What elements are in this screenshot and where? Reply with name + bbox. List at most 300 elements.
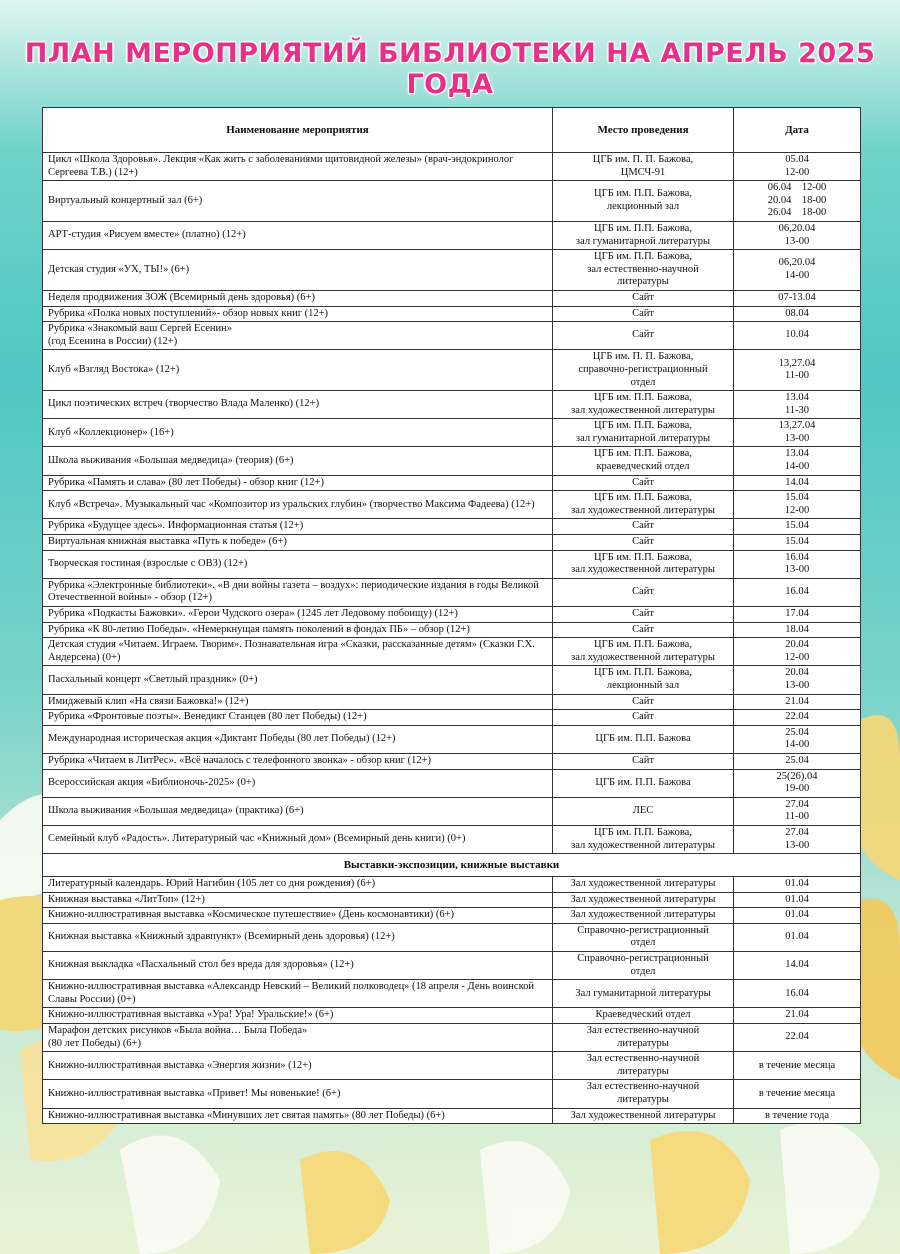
event-name-line: Рубрика «Электронные библиотеки». «В дни войны газета – воздух»: периодические издания в годы Великой Отечественной войны» - обзор (12+): [48, 579, 539, 604]
event-date: [734, 447, 861, 475]
event-date-line: 06,20.04: [778, 222, 816, 234]
event-name-line: Детская студия «Читаем. Играем. Творим». Познавательная игра «Сказки, рассказанные детям» (Сказки Г.Х. Андерсена) (0+): [48, 639, 535, 663]
event-date-line: 26.04 18-00: [767, 207, 827, 219]
event-name: [43, 1024, 553, 1052]
event-date-line: 13,27.04: [778, 357, 816, 369]
event-date: [734, 877, 861, 893]
event-place-line: лекционный зал: [606, 201, 680, 213]
event-name: [43, 923, 553, 951]
event-place-line: зал гуманитарной литературы: [575, 235, 711, 247]
event-place-line: Сайт: [632, 695, 654, 707]
event-date: [734, 153, 861, 181]
event-place-line: Зал естественно-научной: [586, 1025, 700, 1037]
event-place: [553, 519, 734, 535]
event-name: [43, 753, 553, 769]
event-place-line: зал художественной литературы: [571, 404, 715, 416]
event-name-line: Цикл «Школа Здоровья». Лекция «Как жить с заболеваниями щитовидной железы» (врач-эндокринолог Сергеева Т.В.) (12+): [48, 154, 514, 178]
event-place-line: зал гуманитарной литературы: [575, 432, 711, 444]
event-name-line: Школа выживания «Большая медведица» (теория) (6+): [48, 454, 294, 466]
event-name-line: Рубрика «Фронтовые поэты». Венедикт Станцев (80 лет Победы) (12+): [48, 711, 367, 723]
event-date-line: 07-13.04: [778, 291, 816, 303]
event-place-line: ЦГБ им. П. П. Бажова,: [592, 351, 694, 363]
event-name: [43, 290, 553, 306]
event-name-line: Рубрика «Знакомый ваш Сергей Есенин»: [48, 323, 233, 335]
event-date-line: 13-00: [784, 679, 810, 691]
event-place: [553, 306, 734, 322]
event-name-line: Книжная выставка «ЛитТоп» (12+): [48, 893, 205, 905]
table-row: [43, 1024, 861, 1052]
event-place: [553, 350, 734, 391]
event-date-line: 16.04: [785, 987, 809, 999]
event-place-line: Зал художественной литературы: [570, 878, 716, 890]
event-place-line: Сайт: [632, 520, 654, 532]
event-date-line: 16.04: [785, 551, 809, 563]
event-name-line: Марафон детских рисунков «Была война… Была Победа»: [48, 1025, 308, 1037]
table-row: [43, 892, 861, 908]
event-name-line: Книжно-иллюстративная выставка «Минувших лет святая память» (80 лет Победы) (6+): [48, 1109, 445, 1121]
table-row: [43, 769, 861, 797]
event-name: [43, 1108, 553, 1124]
event-place-line: ЦГБ им. П.П. Бажова,: [594, 392, 692, 404]
event-place: [553, 877, 734, 893]
event-date-line: 12-00: [784, 166, 810, 178]
event-name: [43, 391, 553, 419]
event-date: [734, 710, 861, 726]
event-date: [734, 519, 861, 535]
table-row: [43, 638, 861, 666]
event-date-line: 25(26).04: [776, 770, 818, 782]
event-date: [734, 607, 861, 623]
event-date-line: 20.04 18-00: [767, 194, 827, 206]
event-place: [553, 908, 734, 924]
event-name: [43, 419, 553, 447]
event-date: [734, 221, 861, 249]
event-name: [43, 1008, 553, 1024]
event-date-line: 15.04: [785, 520, 809, 532]
table-row: [43, 221, 861, 249]
table-row: [43, 725, 861, 753]
table-row: [43, 1052, 861, 1080]
event-date-line: 21.04: [785, 1009, 809, 1021]
events-table: [42, 107, 861, 1124]
event-name-line: Клуб «Взгляд Востока» (12+): [48, 363, 180, 375]
event-name: [43, 622, 553, 638]
event-name-line: Семейный клуб «Радость». Литературный час «Книжный дом» (Всемирный день книги) (0+): [48, 833, 466, 845]
event-name-line: Рубрика «Память и слава» (80 лет Победы) - обзор книг (12+): [48, 476, 324, 488]
event-date-line: 13,27.04: [778, 420, 816, 432]
event-place-line: ЦГБ им. П.П. Бажова,: [594, 188, 692, 200]
event-date: [734, 322, 861, 350]
event-name-line: Рубрика «Подкасты Бажовки». «Герои Чудского озера» (1245 лет Ледовому побоищу) (12+): [48, 608, 458, 619]
event-name-line: Книжно-иллюстративная выставка «Энергия жизни» (12+): [48, 1059, 312, 1071]
event-date-line: 12-00: [784, 651, 810, 663]
events-body: [43, 153, 861, 1124]
event-name: [43, 1052, 553, 1080]
event-place-line: краеведческий отдел: [596, 461, 690, 473]
event-date-line: 01.04: [785, 878, 809, 890]
event-date-line: 13.04: [785, 448, 809, 460]
event-date: [734, 306, 861, 322]
table-row: [43, 322, 861, 350]
event-name-line: Книжная выкладка «Пасхальный стол без вреда для здоровья» (12+): [48, 959, 354, 971]
event-date-line: 13-00: [784, 564, 810, 576]
table-row: [43, 550, 861, 578]
event-place: [553, 1052, 734, 1080]
table-row: [43, 181, 861, 222]
event-place: [553, 1008, 734, 1024]
table-row: [43, 825, 861, 853]
table-row: [43, 1108, 861, 1124]
event-place: [553, 725, 734, 753]
event-name: [43, 908, 553, 924]
event-place: [553, 290, 734, 306]
event-place-line: Зал гуманитарной литературы: [575, 987, 711, 999]
event-name: [43, 221, 553, 249]
event-place-line: ЦМСЧ-91: [620, 166, 666, 178]
event-place: [553, 710, 734, 726]
event-date: [734, 892, 861, 908]
event-name-line: Детская студия «УХ, ТЫ!» (6+): [48, 263, 190, 275]
table-row: [43, 607, 861, 623]
event-date: [734, 666, 861, 694]
section-title: Выставки-экспозиции, книжные выставки: [43, 854, 861, 877]
event-date: [734, 181, 861, 222]
event-name: [43, 980, 553, 1008]
event-place: [553, 447, 734, 475]
event-name-line: Клуб «Встреча». Музыкальный час «Композитор из уральских глубин» (творчество Максима Фадеева) (12+): [48, 498, 535, 510]
event-name: [43, 491, 553, 519]
event-date: [734, 694, 861, 710]
event-date-line: 01.04: [785, 893, 809, 905]
event-place-line: лекционный зал: [606, 679, 680, 691]
header-date: Дата: [734, 108, 861, 153]
table-row: [43, 391, 861, 419]
event-name-line: Рубрика «К 80-летию Победы». «Немеркнущая память поколений в фондах ПБ» – обзор (12+): [48, 623, 470, 635]
event-date-line: 25.04: [785, 754, 809, 766]
event-place-line: ЦГБ им. П.П. Бажова,: [594, 551, 692, 563]
event-date-line: 27.04: [785, 798, 809, 810]
event-name-line: (80 лет Победы) (6+): [48, 1037, 141, 1049]
table-row: [43, 475, 861, 491]
event-name-line: Рубрика «Полка новых поступлений»- обзор новых книг (12+): [48, 307, 329, 319]
event-date-line: 01.04: [785, 909, 809, 921]
event-date-line: 08.04: [785, 307, 809, 319]
event-place-line: справочно-регистрационный: [578, 363, 708, 375]
event-place-line: Справочно-регистрационный: [577, 924, 709, 936]
event-place: [553, 221, 734, 249]
event-date-line: в течение месяца: [758, 1087, 836, 1099]
event-date-line: 25.04: [785, 726, 809, 738]
event-place-line: ЦГБ им. П.П. Бажова,: [594, 251, 692, 263]
event-name: [43, 181, 553, 222]
event-date-line: 11-00: [784, 370, 810, 382]
event-place-line: Зал художественной литературы: [570, 893, 716, 905]
event-date-line: 18.04: [785, 623, 809, 635]
table-row: [43, 622, 861, 638]
event-date: [734, 1108, 861, 1124]
event-name: [43, 666, 553, 694]
event-place-line: отдел: [630, 937, 656, 949]
event-place-line: ЦГБ им. П.П. Бажова: [595, 733, 691, 745]
table-row: [43, 1080, 861, 1108]
event-name-line: Рубрика «Будущее здесь». Информационная статья (12+): [48, 520, 304, 532]
event-date: [734, 1052, 861, 1080]
event-place: [553, 638, 734, 666]
event-place: [553, 666, 734, 694]
event-date: [734, 550, 861, 578]
event-place-line: ЦГБ им. П.П. Бажова: [595, 776, 691, 788]
event-name: [43, 578, 553, 606]
event-date: [734, 419, 861, 447]
event-name-line: Литературный календарь. Юрий Нагибин (105 лет со дня рождения) (6+): [48, 878, 376, 890]
event-place-line: литературы: [617, 1065, 669, 1077]
event-name: [43, 952, 553, 980]
event-date-line: 14.04: [785, 959, 809, 971]
event-date: [734, 908, 861, 924]
event-date-line: 14.04: [785, 476, 809, 488]
header-name: Наименование мероприятия: [43, 108, 553, 153]
event-place-line: Сайт: [632, 536, 654, 548]
table-row: [43, 578, 861, 606]
event-place-line: ЛЕС: [632, 805, 654, 817]
event-place-line: Зал художественной литературы: [570, 1109, 716, 1121]
event-place: [553, 475, 734, 491]
event-place-line: ЦГБ им. П.П. Бажова,: [594, 222, 692, 234]
event-place-line: ЦГБ им. П.П. Бажова,: [594, 492, 692, 504]
event-date-line: 15.04: [785, 492, 809, 504]
event-place-line: ЦГБ им. П. П. Бажова,: [592, 154, 694, 165]
event-name-line: Виртуальная книжная выставка «Путь к победе» (6+): [48, 536, 287, 548]
event-date-line: 14-00: [784, 739, 810, 751]
table-row: [43, 753, 861, 769]
event-date-line: 22.04: [785, 711, 809, 723]
event-place: [553, 1108, 734, 1124]
event-date: [734, 1024, 861, 1052]
event-date: [734, 769, 861, 797]
event-place-line: зал художественной литературы: [571, 651, 715, 663]
event-date-line: 16.04: [785, 586, 809, 598]
event-date-line: 10.04: [785, 329, 809, 341]
event-place-line: отдел: [630, 965, 656, 977]
event-place-line: ЦГБ им. П.П. Бажова,: [594, 448, 692, 460]
event-date-line: 14-00: [784, 461, 810, 473]
event-place: [553, 1024, 734, 1052]
table-row: [43, 250, 861, 291]
event-name: [43, 519, 553, 535]
event-name: [43, 1080, 553, 1108]
event-name: [43, 725, 553, 753]
event-date-line: 01.04: [785, 931, 809, 943]
event-name-line: Рубрика «Читаем в ЛитРес». «Всё началось с телефонного звонка» - обзор книг (12+): [48, 754, 432, 766]
event-name: [43, 306, 553, 322]
event-place-line: ЦГБ им. П.П. Бажова,: [594, 826, 692, 838]
table-row: [43, 1008, 861, 1024]
event-date: [734, 638, 861, 666]
event-place-line: литературы: [617, 276, 669, 288]
event-name: [43, 825, 553, 853]
event-name: [43, 877, 553, 893]
table-row: [43, 306, 861, 322]
event-place-line: Сайт: [632, 476, 654, 488]
event-place-line: отдел: [630, 376, 656, 388]
table-row: [43, 908, 861, 924]
event-date: [734, 753, 861, 769]
event-place: [553, 694, 734, 710]
event-date: [734, 725, 861, 753]
event-place-line: Сайт: [632, 608, 654, 619]
event-name-line: Книжно-иллюстративная выставка «Александр Невский – Великий полководец» (18 апреля - День воинской Славы России) (0+): [48, 981, 535, 1005]
event-place-line: зал художественной литературы: [571, 564, 715, 576]
event-name: [43, 350, 553, 391]
event-place: [553, 797, 734, 825]
header-place: Место проведения: [553, 108, 734, 153]
event-date-line: в течение года: [764, 1109, 830, 1121]
table-row: [43, 491, 861, 519]
event-date-line: 11-00: [784, 811, 810, 823]
event-place-line: Зал естественно-научной: [586, 1053, 700, 1065]
table-row: [43, 710, 861, 726]
event-date-line: в течение месяца: [758, 1059, 836, 1071]
event-place-line: литературы: [617, 1037, 669, 1049]
event-name-line: Книжно-иллюстративная выставка «Ура! Ура! Уральские!» (6+): [48, 1009, 334, 1021]
section-row: [43, 854, 861, 877]
event-place-line: Сайт: [632, 623, 654, 635]
table-row: [43, 923, 861, 951]
event-date-line: 20.04: [785, 639, 809, 651]
event-name: [43, 694, 553, 710]
event-name-line: (год Есенина в России) (12+): [48, 335, 178, 347]
event-date: [734, 825, 861, 853]
event-date: [734, 250, 861, 291]
event-place: [553, 322, 734, 350]
event-date: [734, 290, 861, 306]
event-place-line: Зал естественно-научной: [586, 1081, 700, 1093]
event-date: [734, 980, 861, 1008]
event-name: [43, 447, 553, 475]
table-row: [43, 797, 861, 825]
event-place: [553, 153, 734, 181]
event-place: [553, 923, 734, 951]
event-date-line: 27.04: [785, 826, 809, 838]
event-place: [553, 980, 734, 1008]
event-name: [43, 769, 553, 797]
table-header-row: [43, 108, 861, 153]
event-name: [43, 797, 553, 825]
event-date-line: 13-00: [784, 235, 810, 247]
event-place: [553, 550, 734, 578]
table-row: [43, 419, 861, 447]
event-date: [734, 1008, 861, 1024]
table-row: [43, 290, 861, 306]
event-name: [43, 607, 553, 623]
table-row: [43, 666, 861, 694]
event-place-line: зал художественной литературы: [571, 504, 715, 516]
event-name-line: Книжно-иллюстративная выставка «Космическое путешествие» (День космонавтики) (6+): [48, 909, 455, 921]
event-place-line: Справочно-регистрационный: [577, 953, 709, 965]
event-name: [43, 550, 553, 578]
event-date-line: 17.04: [785, 608, 809, 619]
page-title: ПЛАН МЕРОПРИЯТИЙ БИБЛИОТЕКИ НА АПРЕЛЬ 2025 ГОДА: [24, 38, 876, 100]
event-place: [553, 578, 734, 606]
event-name: [43, 322, 553, 350]
event-place-line: Сайт: [632, 291, 654, 303]
event-name: [43, 535, 553, 551]
event-date-line: 05.04: [785, 154, 809, 165]
event-date-line: 15.04: [785, 536, 809, 548]
event-place-line: Сайт: [632, 329, 654, 341]
event-place: [553, 892, 734, 908]
event-place: [553, 825, 734, 853]
event-name: [43, 250, 553, 291]
event-name: [43, 710, 553, 726]
event-date-line: 20.04: [785, 667, 809, 679]
event-name-line: Книжная выставка «Книжный здравпункт» (Всемирный день здоровья) (12+): [48, 931, 395, 943]
event-name-line: Пасхальный концерт «Светлый праздник» (0+): [48, 673, 258, 685]
event-date: [734, 923, 861, 951]
event-name-line: Цикл поэтических встреч (творчество Влада Маленко) (12+): [48, 398, 320, 410]
event-date-line: 12-00: [784, 504, 810, 516]
event-name: [43, 153, 553, 181]
event-date-line: 06,20.04: [778, 257, 816, 269]
table-row: [43, 980, 861, 1008]
event-name-line: АРТ-студия «Рисуем вместе» (платно) (12+): [48, 229, 246, 241]
event-date-line: 22.04: [785, 1031, 809, 1043]
event-name-line: Международная историческая акция «Диктант Победы (80 лет Победы) (12+): [48, 733, 396, 745]
event-name-line: Книжно-иллюстративная выставка «Привет! Мы новенькие! (6+): [48, 1087, 341, 1099]
event-name-line: Всероссийская акция «Библионочь-2025» (0+): [48, 776, 256, 788]
event-name: [43, 475, 553, 491]
event-place-line: ЦГБ им. П.П. Бажова,: [594, 420, 692, 432]
table-row: [43, 350, 861, 391]
event-place-line: Сайт: [632, 711, 654, 723]
table-row: [43, 519, 861, 535]
event-date-line: 21.04: [785, 695, 809, 707]
event-place: [553, 491, 734, 519]
event-name-line: Виртуальный концертный зал (6+): [48, 194, 203, 206]
event-date: [734, 391, 861, 419]
event-date-line: 19-00: [784, 783, 810, 795]
event-place: [553, 181, 734, 222]
event-place: [553, 1080, 734, 1108]
event-place-line: ЦГБ им. П.П. Бажова,: [594, 667, 692, 679]
table-row: [43, 952, 861, 980]
event-date: [734, 952, 861, 980]
event-place: [553, 753, 734, 769]
event-date-line: 13.04: [785, 392, 809, 404]
event-date: [734, 491, 861, 519]
event-date: [734, 797, 861, 825]
event-place: [553, 952, 734, 980]
event-place-line: зал художественной литературы: [571, 839, 715, 851]
table-row: [43, 535, 861, 551]
table-row: [43, 877, 861, 893]
event-date: [734, 1080, 861, 1108]
event-place: [553, 769, 734, 797]
event-place: [553, 607, 734, 623]
table-row: [43, 153, 861, 181]
event-place: [553, 250, 734, 291]
event-date: [734, 535, 861, 551]
event-place-line: Сайт: [632, 754, 654, 766]
event-place-line: ЦГБ им. П.П. Бажова,: [594, 639, 692, 651]
event-name-line: Школа выживания «Большая медведица» (практика) (6+): [48, 805, 304, 817]
table-row: [43, 694, 861, 710]
table-row: [43, 447, 861, 475]
event-date: [734, 475, 861, 491]
event-date: [734, 622, 861, 638]
event-place-line: Сайт: [632, 586, 654, 598]
event-date: [734, 578, 861, 606]
